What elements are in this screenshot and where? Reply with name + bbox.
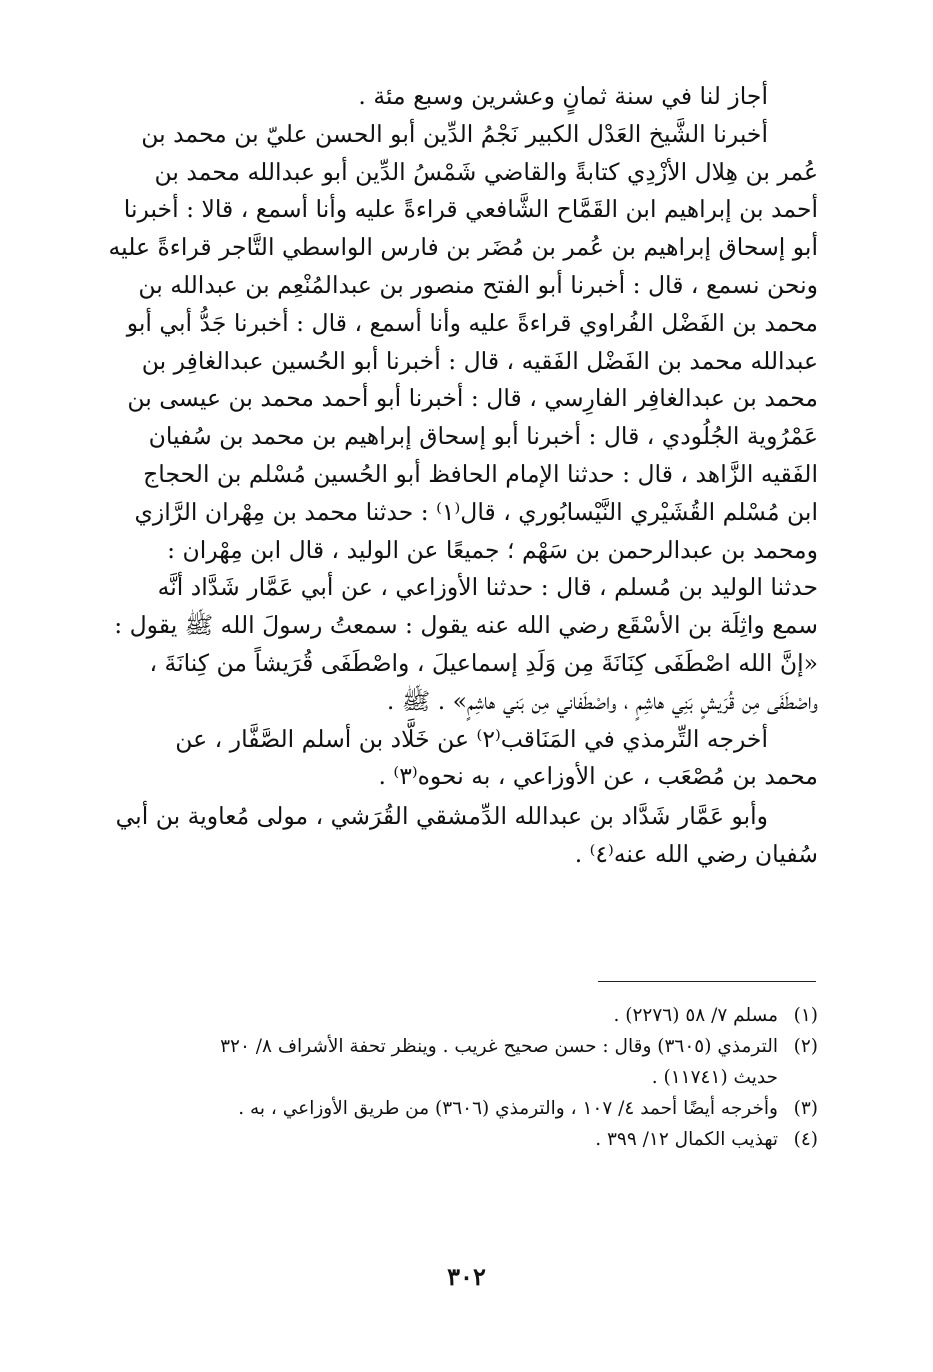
footnote-number: (٢) <box>793 1036 818 1057</box>
text-line: محمد بن عبدالغافِر الفارِسي ، قال : أخبرنا أبو أحمد محمد بن عيسى بن <box>127 384 818 413</box>
footnote-number: (٣) <box>793 1098 818 1119</box>
text-line: عُمر بن هِلال الأزْدِي كتابةً والقاضي شَمْسُ الدِّين أبو عبدالله محمد بن <box>154 157 818 186</box>
text-line: ابن مُسْلم القُشَيْري النَّيْسابُوري ، قال⁽١⁾ : حدثنا محمد بن مِهْران الرَّازي <box>134 497 818 526</box>
footnote-number: (٤) <box>793 1129 818 1150</box>
footnote-body <box>100 1124 778 1155</box>
text-line: وأبو عَمَّار شَدَّاد بن عبدالله الدِّمشقي القُرَشي ، مولى مُعاوية بن أبي <box>115 802 768 831</box>
footnote-line: حديث (١١٧٤١) . <box>651 1067 778 1088</box>
footnote-line: وأخرجه أيضًا أحمد ٤/ ١٠٧ ، والترمذي (٣٦٠٦) من طريق الأوزاعي ، به . <box>238 1098 778 1119</box>
text-line: ومحمد بن عبدالرحمن بن سَهْم ؛ جميعًا عن الوليد ، قال ابن مِهْران : <box>167 535 818 564</box>
footnote-line: مسلم ٧/ ٥٨ (٢٢٧٦) . <box>613 1005 778 1026</box>
footnote <box>100 1031 818 1093</box>
text-line: أجاز لنا في سنة ثمانٍ وعشرين وسبع مئة . <box>358 82 768 110</box>
text-line: أحمد بن إبراهيم ابن القَمَّاح الشَّافعي قراءةً عليه وأنا أسمع ، قالا : أخبرنا <box>123 195 818 224</box>
footnote-line: الترمذي (٣٦٠٥) وقال : حسن صحيح غريب . وينظر تحفة الأشراف ٨/ ٣٢٠ <box>220 1036 778 1057</box>
footnote-body <box>100 1000 778 1031</box>
footnote <box>100 1000 818 1031</box>
text-line: سمع واثِلَة بن الأسْقَع رضي الله عنه يقول : سمعتُ رسولَ الله ﷺ يقول : <box>114 611 818 640</box>
footnote <box>100 1093 818 1124</box>
footnote-line: تهذيب الكمال ١٢/ ٣٩٩ . <box>595 1129 778 1150</box>
footnote-body <box>100 1093 778 1124</box>
footnote-divider <box>598 981 816 982</box>
footnote-number: (١) <box>793 1005 818 1026</box>
hadith-text-line: واصْطَفَى مِن قُرَيشٍ بَنِي هاشِمٍ ، واصْطَفاني مِن بَني هاشِمٍ» . ﷺ . <box>386 686 818 715</box>
text-line: عبدالله محمد بن الفَضْل الفَقيه ، قال : أخبرنا أبو الحُسين عبدالغافِر بن <box>141 346 818 375</box>
text-line: عَمْرُوية الجُلُودي ، قال : أخبرنا أبو إسحاق إبراهيم بن محمد بن سُفيان <box>148 422 818 451</box>
main-text <box>100 78 818 874</box>
hadith-text-line: «إنَّ الله اصْطَفَى كِنَانَةَ مِن وَلَدِ إسماعيلَ ، واصْطَفَى قُرَيشاً من كِنانَةَ ، <box>149 648 818 677</box>
text-line: أخرجه التِّرمذي في المَنَاقب⁽٢⁾ عن خَلَّاد بن أسلم الصَّفَّار ، عن <box>175 724 768 753</box>
footnote <box>100 1124 818 1155</box>
text-line: سُفيان رضي الله عنه⁽٤⁾ . <box>574 839 818 868</box>
text-line: حدثنا الوليد بن مُسلم ، قال : حدثنا الأوزاعي ، عن أبي عَمَّار شَدَّاد أنَّه <box>157 573 818 602</box>
text-line: محمد بن الفَضْل الفُراوي قراءةً عليه وأنا أسمع ، قال : أخبرنا جَدُّ أبي أبو <box>126 308 818 337</box>
text-line: ونحن نسمع ، قال : أخبرنا أبو الفتح منصور بن عبدالمُنْعِم بن عبدالله بن <box>138 270 818 299</box>
text-line: أخبرنا الشَّيخ العَدْل الكبير نَجْمُ الدِّين أبو الحسن عليّ بن محمد بن <box>141 119 768 148</box>
footnotes <box>100 1000 818 1155</box>
text-line: الفَقيه الزَّاهد ، قال : حدثنا الإمام الحافظ أبو الحُسين مُسْلم بن الحجاج <box>143 459 818 488</box>
text-line: أبو إسحاق إبراهيم بن عُمر بن مُضَر بن فارس الواسطي التَّاجر قراءةً عليه <box>108 233 818 262</box>
text-line: محمد بن مُصْعَب ، عن الأوزاعي ، به نحوه⁽٣⁾ . <box>378 762 818 791</box>
page-number: ٣٠٢ <box>447 1262 486 1291</box>
footnote-body <box>100 1031 778 1093</box>
